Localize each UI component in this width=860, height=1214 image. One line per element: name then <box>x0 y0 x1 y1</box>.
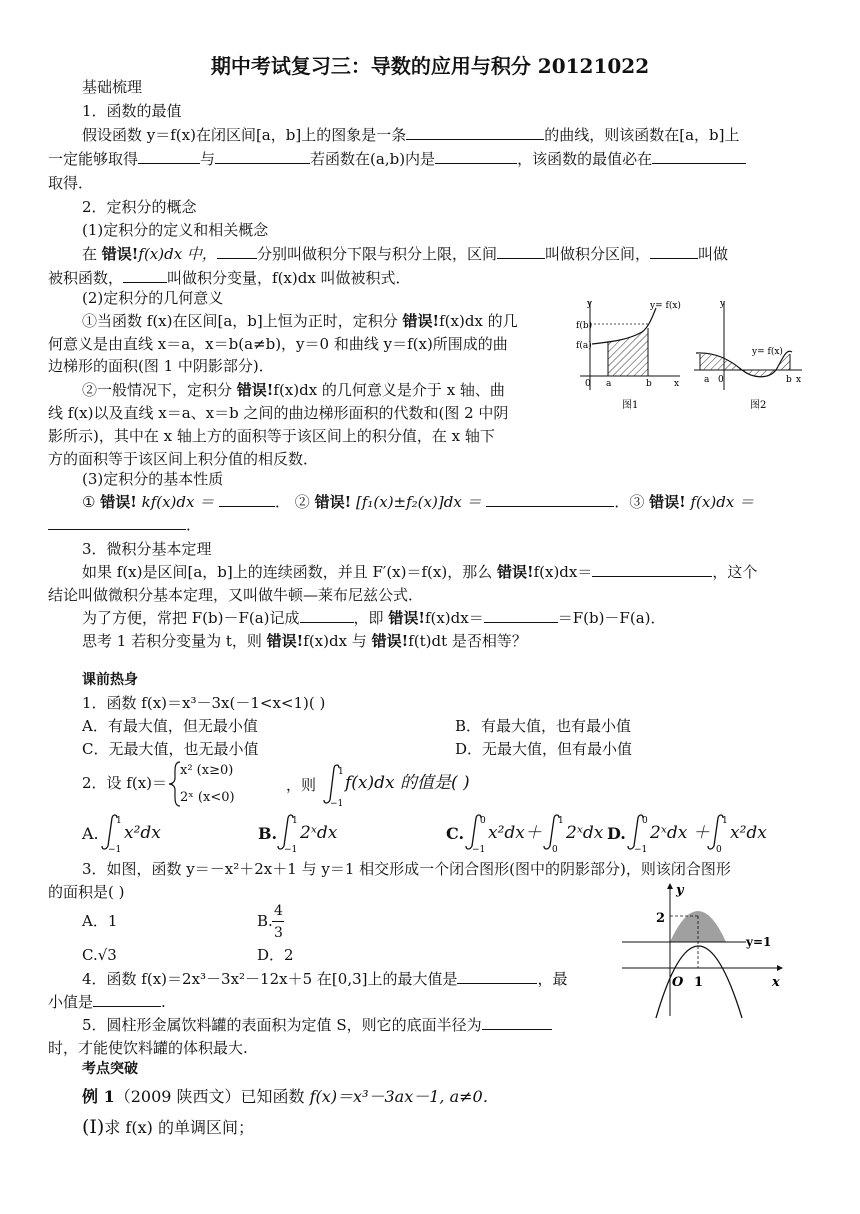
figure-2 <box>690 298 808 410</box>
figure-1 <box>570 298 688 410</box>
tick-label: 2 <box>656 911 666 926</box>
integral-upper: 1 <box>292 816 298 826</box>
fill-blank <box>592 561 712 577</box>
text: f(x)dx ＝ <box>690 493 755 511</box>
option: B．有最大值，也有最小值 <box>455 717 632 735</box>
text: ＝F(b)－F(a)． <box>557 609 666 627</box>
text: f(x)dx 的几何意义是介于 x 轴、曲 <box>273 381 505 399</box>
figure-caption: 图2 <box>750 400 767 410</box>
integral-lower: −1 <box>472 845 486 852</box>
line-label: y=1 <box>746 935 772 949</box>
paragraph-line: 方的面积等于该区间上积分值的相反数． <box>48 450 319 468</box>
integral-upper: 1 <box>722 816 728 826</box>
text: 思考 1 若积分变量为 t，则 <box>82 632 262 650</box>
integral-upper: 1 <box>338 767 344 777</box>
text: 分别叫做积分下限与积分上限，区间 <box>256 245 497 263</box>
integral-sign <box>274 812 302 852</box>
question-5 <box>82 1014 852 1036</box>
option-d: D. <box>607 824 626 843</box>
fill-blank <box>486 491 614 507</box>
section-2-title: 2．定积分的概念 <box>82 198 197 216</box>
paragraph-line <box>82 630 852 652</box>
question-4 <box>82 968 852 990</box>
paragraph-line: 取得． <box>48 174 94 192</box>
text: 2ˣdx <box>300 823 338 843</box>
text: f(x)dx 的值是( ) <box>345 773 470 793</box>
example-1 <box>82 1086 852 1108</box>
label: f(b) <box>576 321 593 331</box>
shaded-area <box>700 354 742 370</box>
section-1-title: 1．函数的最值 <box>82 102 182 120</box>
option-b: B. <box>257 912 273 930</box>
paragraph-line: 线 f(x)以及直线 x＝a、x＝b 之间的曲边梯形面积的代数和(图 2 中阴 <box>48 404 509 422</box>
integral-lower: −1 <box>284 845 298 852</box>
text: （2009 陕西文）已知函数 <box>114 1087 305 1106</box>
integral-sign <box>462 812 490 852</box>
fraction-denominator: 3 <box>274 925 283 941</box>
text: x²dx <box>730 823 767 843</box>
option-c: C. <box>446 824 465 843</box>
error-marker: 错误! <box>496 563 534 581</box>
error-marker: 错误! <box>236 381 274 399</box>
text: ，则 <box>286 776 317 794</box>
fill-blank <box>497 243 545 259</box>
option-d: D．2 <box>257 946 294 964</box>
tick-label: 1 <box>694 975 704 990</box>
text: x²dx <box>124 823 161 843</box>
axis-label: y <box>587 299 593 309</box>
curve-label: y= f(x) <box>650 301 681 311</box>
text: f(x)dx 中， <box>138 245 217 263</box>
paragraph-line <box>48 148 818 170</box>
label: x <box>796 375 802 385</box>
origin-label: O <box>672 975 684 990</box>
paragraph-line <box>48 267 818 289</box>
shaded-area <box>608 328 648 376</box>
error-marker: 错误! <box>371 632 409 650</box>
text: ① <box>82 493 96 511</box>
error-marker: 错误! <box>402 312 440 330</box>
text: [f₁(x)±f₂(x)]dx ＝ <box>355 493 482 511</box>
integral-lower: 0 <box>716 845 722 852</box>
subsection-title: (1)定积分的定义和相关概念 <box>82 221 269 239</box>
text: 例 1 <box>82 1087 115 1106</box>
text: ．③ <box>614 493 645 511</box>
paragraph-line <box>48 514 818 536</box>
text: f(x)dx＝ <box>424 609 484 627</box>
text: f(x)dx 的几 <box>439 312 518 330</box>
text: ，该函数的最值必在 <box>517 150 653 168</box>
text: 如果 f(x)是区间[a，b]上的连续函数，并且 F′(x)＝f(x)，那么 <box>82 563 493 581</box>
axis-label: y <box>720 299 726 309</box>
piecewise-case: 2ˣ (x<0) <box>180 790 235 805</box>
integral-sign <box>318 762 348 806</box>
text: 小值是 <box>48 993 94 1011</box>
integral-upper: 1 <box>558 816 564 826</box>
option-a: A．1 <box>82 912 118 930</box>
integral-sign <box>98 812 126 852</box>
fill-blank <box>48 514 186 530</box>
axis-label: x <box>772 975 780 990</box>
text: ①当函数 f(x)在区间[a，b]上恒为正时，定积分 <box>82 312 398 330</box>
paragraph-line <box>82 561 852 583</box>
section-heading: 考点突破 <box>82 1061 138 1077</box>
integral-lower: −1 <box>634 845 648 852</box>
question-3: 3．如图，函数 y＝－x²＋2x＋1 与 y＝1 相交形成一个闭合图形(图中的阴影部分)，则该闭合图形 <box>82 860 731 878</box>
question-2: 2．设 f(x)＝ <box>82 774 168 792</box>
label: b <box>646 379 652 389</box>
text: 叫做 <box>697 245 728 263</box>
error-marker: 错误! <box>101 245 139 263</box>
text: f(t)dt 是否相等？ <box>408 632 527 650</box>
fill-blank <box>457 968 537 984</box>
text: ． ② <box>275 493 310 511</box>
section-heading: 基础梳理 <box>82 78 143 96</box>
fill-blank <box>406 124 544 140</box>
fill-blank <box>484 607 558 623</box>
section-heading: 课前热身 <box>82 672 138 688</box>
integral-upper: 0 <box>480 816 486 826</box>
text: f(x)dx 与 <box>303 632 367 650</box>
fill-blank <box>435 148 517 164</box>
text: 为了方便，常把 F(b)－F(a)记成 <box>82 609 300 627</box>
text: 5．圆柱形金属饮料罐的表面积为定值 S，则它的底面半径为 <box>82 1016 482 1034</box>
integral-upper: 1 <box>116 816 122 826</box>
option: C．无最大值，也无最小值 <box>82 740 259 758</box>
text: 2ˣdx <box>566 823 604 843</box>
fill-blank <box>650 243 698 259</box>
integral-sign <box>704 812 732 852</box>
question-4-line2: 小值是 . <box>48 993 166 1011</box>
label: 0 <box>718 375 724 385</box>
text: kf(x)dx ＝ <box>141 493 215 511</box>
label: a <box>606 379 612 389</box>
label: a <box>704 375 710 385</box>
text: 叫做积分变量，f(x)dx 叫做被积式． <box>167 269 411 287</box>
option-c: C.√3 <box>82 946 117 964</box>
text: 2ˣdx ＋ <box>650 823 710 843</box>
text: ，这个 <box>712 563 758 581</box>
option-b: B. <box>258 824 278 843</box>
text: 4．函数 f(x)＝2x³－3x²－12x＋5 在[0,3]上的最大值是 <box>82 970 458 988</box>
text: ． <box>186 516 202 534</box>
label: x <box>674 379 680 389</box>
text: 的曲线，则该函数在[a，b]上 <box>544 126 740 144</box>
text: 与 <box>200 150 216 168</box>
integral-lower: 0 <box>552 845 558 852</box>
text: A. <box>82 824 99 843</box>
label: 0 <box>585 379 591 389</box>
fraction-numerator: 4 <box>274 903 283 919</box>
paragraph-line: 结论叫做微积分基本定理，又叫做牛顿—莱布尼兹公式． <box>48 586 424 604</box>
fill-blank <box>652 148 746 164</box>
fill-blank <box>300 607 354 623</box>
figure-caption: 图1 <box>622 400 639 410</box>
question-3-line2: 的面积是( ) <box>48 883 125 901</box>
integral-lower: −1 <box>108 845 122 852</box>
integral-sign <box>540 812 568 852</box>
fill-blank <box>93 991 161 1007</box>
example-1-part-1 <box>82 1116 852 1139</box>
paragraph-line <box>82 124 852 146</box>
text: 求 f(x) 的单调区间； <box>104 1118 254 1137</box>
error-marker: 错误! <box>266 632 304 650</box>
paragraph-line <box>82 243 852 265</box>
label: f(a) <box>576 341 592 351</box>
paragraph-line: 影所示)，其中在 x 轴上方的面积等于该区间上的积分值，在 x 轴下 <box>48 427 495 445</box>
text: x²dx＋ <box>488 823 542 843</box>
fill-blank <box>219 491 275 507</box>
text: 被积函数， <box>48 269 124 287</box>
section-3-title: 3．微积分基本定理 <box>82 540 212 558</box>
fill-blank <box>215 148 310 164</box>
subsection-title: (2)定积分的几何意义 <box>82 289 224 307</box>
integral-upper: 0 <box>642 816 648 826</box>
subsection-title: (3)定积分的基本性质 <box>82 470 224 488</box>
error-marker: 错误! <box>649 493 686 511</box>
page-title: 期中考试复习三：导数的应用与积分 20121022 <box>210 54 650 78</box>
paragraph-line <box>82 607 852 629</box>
error-marker: 错误! <box>388 609 425 627</box>
text: ②一般情况下，定积分 <box>82 381 233 399</box>
fill-blank <box>138 148 200 164</box>
question-1: 1．函数 f(x)＝x³－3x(－1<x<1)( ) <box>82 694 326 712</box>
piecewise-case: x² (x≥0) <box>180 763 234 778</box>
paragraph-line <box>82 491 852 513</box>
error-marker: 错误! <box>314 493 352 511</box>
text: f(x)dx＝ <box>533 563 593 581</box>
option: D．无最大值，但有最小值 <box>455 740 633 758</box>
fill-blank <box>123 267 167 283</box>
curve-label: y= f(x) <box>752 347 783 357</box>
text: 一定能够取得 <box>48 150 139 168</box>
label: b <box>786 375 792 385</box>
text: (Ⅰ) <box>82 1116 105 1138</box>
option: A．有最大值，但无最小值 <box>82 717 258 735</box>
error-marker: 错误! <box>100 493 137 511</box>
text: 假设函数 y＝f(x)在闭区间[a，b]上的图象是一条 <box>82 126 407 144</box>
paragraph-line: 何意义是由直线 x＝a，x＝b(a≠b)，y＝0 和曲线 y＝f(x)所围成的曲 <box>48 335 508 353</box>
paragraph-line: 边梯形的面积(图 1 中阴影部分)． <box>48 357 274 375</box>
text: ，最 <box>537 970 568 988</box>
fill-blank <box>217 243 257 259</box>
text: 若函数在(a,b)内是 <box>310 150 436 168</box>
integral-lower: −1 <box>330 799 344 806</box>
question-5-line2: 时，才能使饮料罐的体积最大. <box>48 1039 248 1057</box>
text: f(x)＝x³－3ax－1, a≠0． <box>309 1087 499 1106</box>
fill-blank <box>482 1014 552 1030</box>
text: ，即 <box>353 609 384 627</box>
integral-sign <box>624 812 652 852</box>
text: 在 <box>82 245 98 263</box>
axis-label: y <box>676 883 684 898</box>
text: 叫做积分区间， <box>544 245 650 263</box>
